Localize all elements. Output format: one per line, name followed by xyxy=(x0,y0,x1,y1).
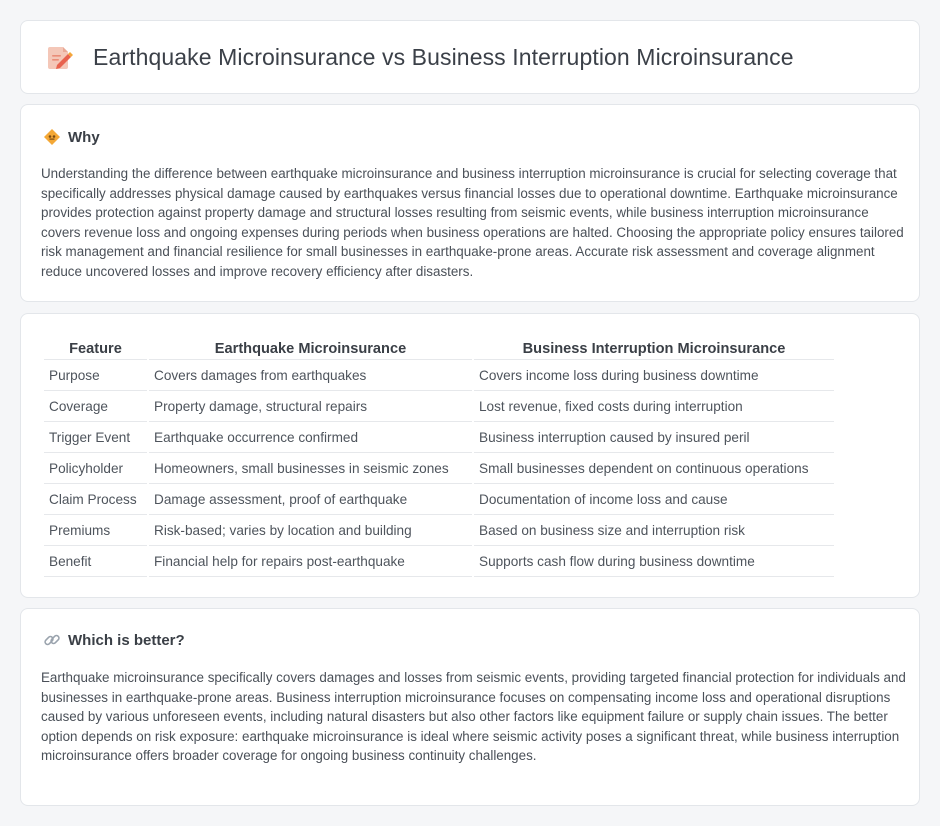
business-interruption-cell: Supports cash flow during business downtime xyxy=(474,546,834,577)
comparison-section xyxy=(20,313,920,598)
table-row xyxy=(44,546,834,577)
earthquake-cell: Earthquake occurrence confirmed xyxy=(149,422,472,453)
feature-cell: Claim Process xyxy=(44,484,147,515)
better-paragraph: Earthquake microinsurance specifically covers damages and losses from seismic events, providing targeted financial protection for individuals and businesses in earthquake-prone areas. Business interruption microinsurance focuses on compensating income loss and operational disruptions caused by various unforeseen events, including natural disasters but also other factors like equipment failure or supply chain issues. The better option depends on risk exposure: earthquake microinsurance is ideal where seismic activity poses a significant threat, while business interruption microinsurance offers broader coverage for ongoing business continuity challenges. xyxy=(41,670,906,763)
earthquake-cell: Property damage, structural repairs xyxy=(149,391,472,422)
earthquake-cell: Damage assessment, proof of earthquake xyxy=(149,484,472,515)
why-paragraph: Understanding the difference between earthquake microinsurance and business interruption microinsurance is crucial for selecting coverage that specifically addresses physical damage caused by earthquakes versus financial losses due to operational downtime. Earthquake microinsurance provides protection against property damage and structural losses resulting from seismic events, while business interruption microinsurance covers revenue loss and ongoing expenses during periods when business operations are halted. Choosing the appropriate policy ensures tailored risk management and financial resilience for small businesses in earthquake-prone areas. Accurate risk assessment and coverage alignment reduce uncovered losses and improve recovery efficiency after disasters. xyxy=(41,166,904,279)
business-interruption-cell: Small businesses dependent on continuous operations xyxy=(474,453,834,484)
business-interruption-cell: Documentation of income loss and cause xyxy=(474,484,834,515)
table-row xyxy=(44,484,834,515)
better-section xyxy=(20,608,920,806)
feature-cell: Benefit xyxy=(44,546,147,577)
table-row xyxy=(44,391,834,422)
table-row xyxy=(44,422,834,453)
earthquake-cell: Financial help for repairs post-earthquake xyxy=(149,546,472,577)
table-header-row xyxy=(44,334,834,360)
feature-cell: Coverage xyxy=(44,391,147,422)
diamond-icon xyxy=(43,128,61,146)
table-row xyxy=(44,515,834,546)
link-icon xyxy=(43,631,61,649)
header-feature: Feature xyxy=(44,334,147,360)
feature-cell: Trigger Event xyxy=(44,422,147,453)
why-section xyxy=(20,104,920,302)
title-card xyxy=(20,20,920,94)
header-business-interruption: Business Interruption Microinsurance xyxy=(474,334,834,360)
page-title: Earthquake Microinsurance vs Business Interruption Microinsurance xyxy=(93,43,794,70)
earthquake-cell: Risk-based; varies by location and building xyxy=(149,515,472,546)
better-header xyxy=(43,631,185,649)
comparison-table xyxy=(42,334,836,577)
business-interruption-cell: Business interruption caused by insured peril xyxy=(474,422,834,453)
better-heading: Which is better? xyxy=(68,631,185,649)
business-interruption-cell: Based on business size and interruption risk xyxy=(474,515,834,546)
business-interruption-cell: Covers income loss during business downtime xyxy=(474,360,834,391)
feature-cell: Policyholder xyxy=(44,453,147,484)
table-row xyxy=(44,453,834,484)
why-header xyxy=(43,128,100,146)
document-pencil-icon xyxy=(47,42,73,72)
why-heading: Why xyxy=(68,128,100,146)
earthquake-cell: Homeowners, small businesses in seismic zones xyxy=(149,453,472,484)
business-interruption-cell: Lost revenue, fixed costs during interruption xyxy=(474,391,834,422)
header-earthquake: Earthquake Microinsurance xyxy=(149,334,472,360)
feature-cell: Premiums xyxy=(44,515,147,546)
table-row xyxy=(44,360,834,391)
title-bar xyxy=(47,42,794,72)
earthquake-cell: Covers damages from earthquakes xyxy=(149,360,472,391)
feature-cell: Purpose xyxy=(44,360,147,391)
